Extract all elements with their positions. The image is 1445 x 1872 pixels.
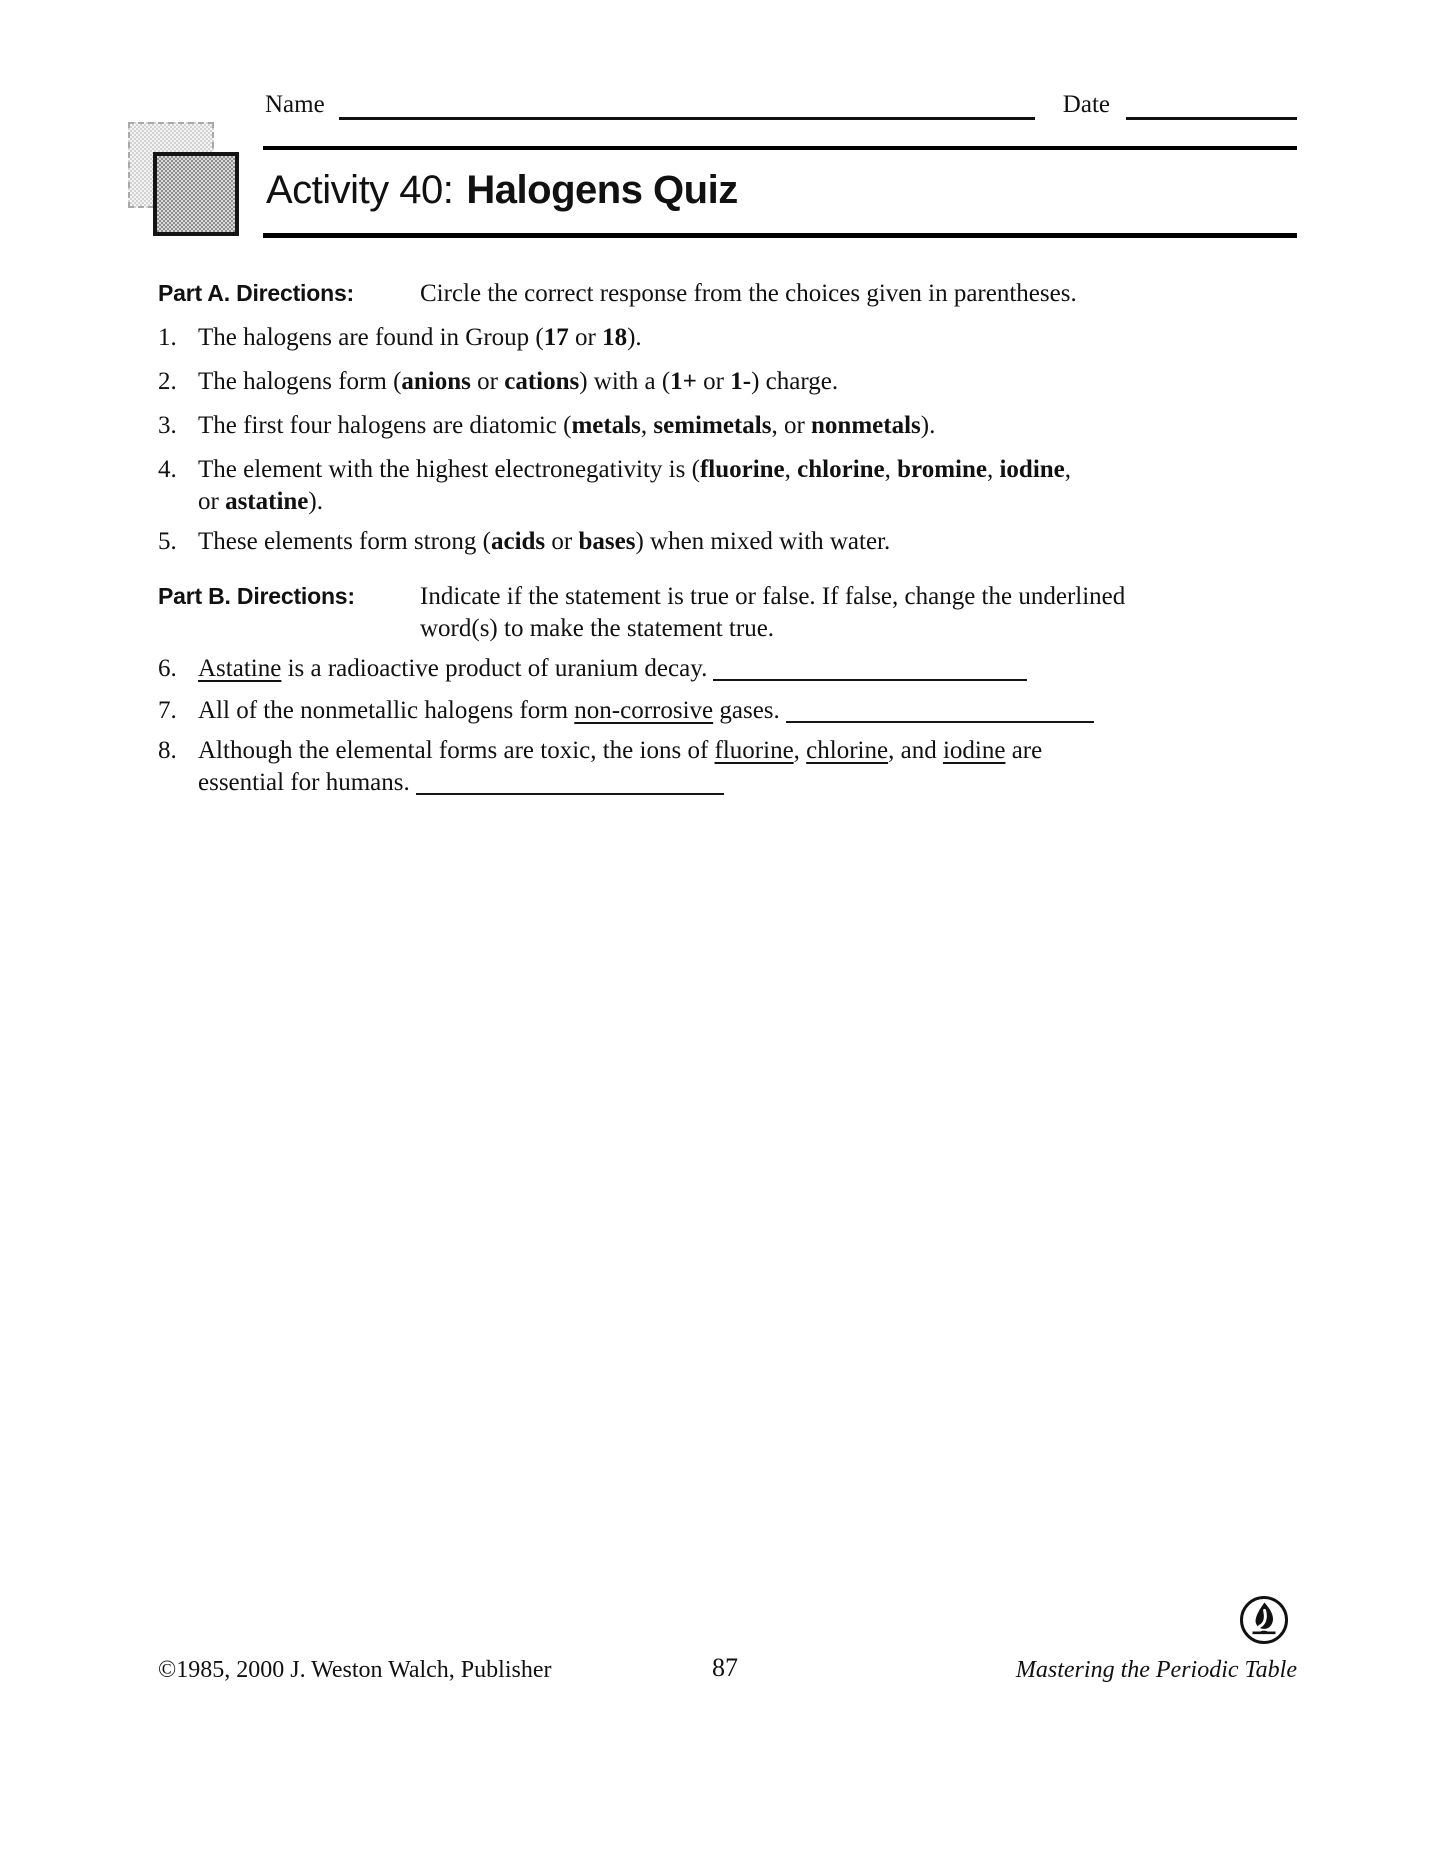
choice-term: 1-	[730, 368, 752, 395]
question-text: , and	[888, 737, 943, 764]
answer-blank[interactable]	[416, 793, 724, 795]
question-number: 8.	[158, 737, 177, 764]
choice-term: anions	[401, 368, 471, 395]
underlined-term: chlorine	[806, 737, 889, 764]
question-text: The first four halogens are diatomic (	[198, 412, 572, 439]
question-number: 2.	[158, 368, 177, 395]
choice-term: acids	[490, 528, 546, 555]
choice-term: chlorine	[797, 456, 885, 483]
name-date-row	[265, 86, 1297, 120]
date-label: Date	[1062, 91, 1110, 118]
question-text: or	[568, 324, 603, 351]
part-a-label: Part A. Directions:	[158, 280, 355, 306]
textured-squares-decoration	[128, 122, 248, 242]
title-block	[263, 146, 1297, 238]
worksheet-body	[158, 277, 1297, 799]
question-item	[158, 526, 1297, 558]
question-item	[158, 735, 1297, 799]
question-text: or	[545, 528, 579, 555]
question-number: 1.	[158, 324, 177, 351]
question-text: gases.	[713, 697, 780, 724]
question-text: is a radioactive product of uranium decay.	[281, 655, 708, 682]
book-title: Mastering the Periodic Table	[1015, 1657, 1297, 1683]
choice-term: iodine	[999, 456, 1065, 483]
question-text: essential for humans.	[198, 769, 410, 796]
question-text: or	[470, 368, 505, 395]
question-item	[158, 410, 1297, 442]
page-title	[266, 162, 1297, 218]
choice-term: fluorine	[699, 456, 785, 483]
part-b-questions	[158, 653, 1297, 799]
answer-blank[interactable]	[786, 721, 1094, 723]
part-b-directions	[158, 580, 1297, 645]
question-text: These elements form strong (	[198, 528, 491, 555]
part-a-directions	[158, 277, 1297, 310]
question-text: or	[696, 368, 731, 395]
question-number: 7.	[158, 697, 177, 724]
choice-term: 17	[543, 324, 569, 351]
question-text: are	[1005, 737, 1043, 764]
part-b-text-line1: Indicate if the statement is true or false. If false, change the underlined	[420, 583, 1126, 610]
question-text: ).	[920, 412, 936, 439]
page-number: 87	[712, 1653, 738, 1682]
question-item	[158, 366, 1297, 398]
question-text: ) with a (	[579, 368, 671, 395]
question-number: 4.	[158, 456, 177, 483]
choice-term: semimetals	[653, 412, 772, 439]
question-text: ,	[784, 456, 798, 483]
question-text: ,	[793, 737, 807, 764]
choice-term: bases	[578, 528, 636, 555]
underlined-term: iodine	[942, 737, 1006, 764]
question-item	[158, 454, 1297, 518]
name-fill-line[interactable]	[339, 87, 1035, 120]
copyright-notice: ©1985, 2000 J. Weston Walch, Publisher	[158, 1657, 552, 1683]
underlined-term: Astatine	[198, 655, 282, 682]
question-text: ).	[308, 488, 323, 515]
choice-term: nonmetals	[811, 412, 921, 439]
part-a-text: Circle the correct response from the choices given in parentheses.	[420, 280, 1077, 307]
question-text: ,	[1064, 456, 1072, 483]
choice-term: metals	[571, 412, 641, 439]
choice-term: cations	[504, 368, 580, 395]
question-number: 6.	[158, 655, 177, 682]
underlined-term: non-corrosive	[574, 697, 714, 724]
question-number: 3.	[158, 412, 177, 439]
question-text: ).	[627, 324, 642, 351]
question-text: The halogens are found in Group (	[198, 324, 544, 351]
part-a-questions	[158, 322, 1297, 558]
answer-blank[interactable]	[713, 679, 1027, 681]
question-text: , or	[771, 412, 812, 439]
question-number: 5.	[158, 528, 177, 555]
name-label: Name	[265, 91, 325, 118]
question-text: The halogens form (	[198, 368, 402, 395]
question-text: ,	[640, 412, 654, 439]
question-text: Although the elemental forms are toxic, the ions of	[198, 737, 715, 764]
question-text: ) charge.	[751, 368, 839, 395]
question-text: or	[198, 488, 226, 515]
question-item	[158, 322, 1297, 354]
question-text: ,	[986, 456, 1000, 483]
choice-term: astatine	[225, 488, 309, 515]
question-item	[158, 695, 1297, 727]
activity-number: Activity 40:	[266, 168, 454, 212]
date-fill-line[interactable]	[1126, 87, 1297, 120]
choice-term: 1+	[670, 368, 697, 395]
question-text: ) when mixed with water.	[635, 528, 891, 555]
flame-logo-icon	[1238, 1594, 1290, 1646]
question-text: All of the nonmetallic halogens form	[198, 697, 575, 724]
choice-term: bromine	[897, 456, 987, 483]
activity-title: Halogens Quiz	[466, 168, 738, 212]
part-b-label: Part B. Directions:	[158, 583, 355, 609]
question-text: The element with the highest electronegativity is (	[198, 456, 700, 483]
question-text: ,	[884, 456, 898, 483]
publisher-logo	[1238, 1594, 1290, 1646]
part-b-text-line2: word(s) to make the statement true.	[420, 615, 775, 642]
question-item	[158, 653, 1297, 685]
front-square-texture	[153, 152, 239, 236]
choice-term: 18	[602, 324, 628, 351]
underlined-term: fluorine	[714, 737, 794, 764]
